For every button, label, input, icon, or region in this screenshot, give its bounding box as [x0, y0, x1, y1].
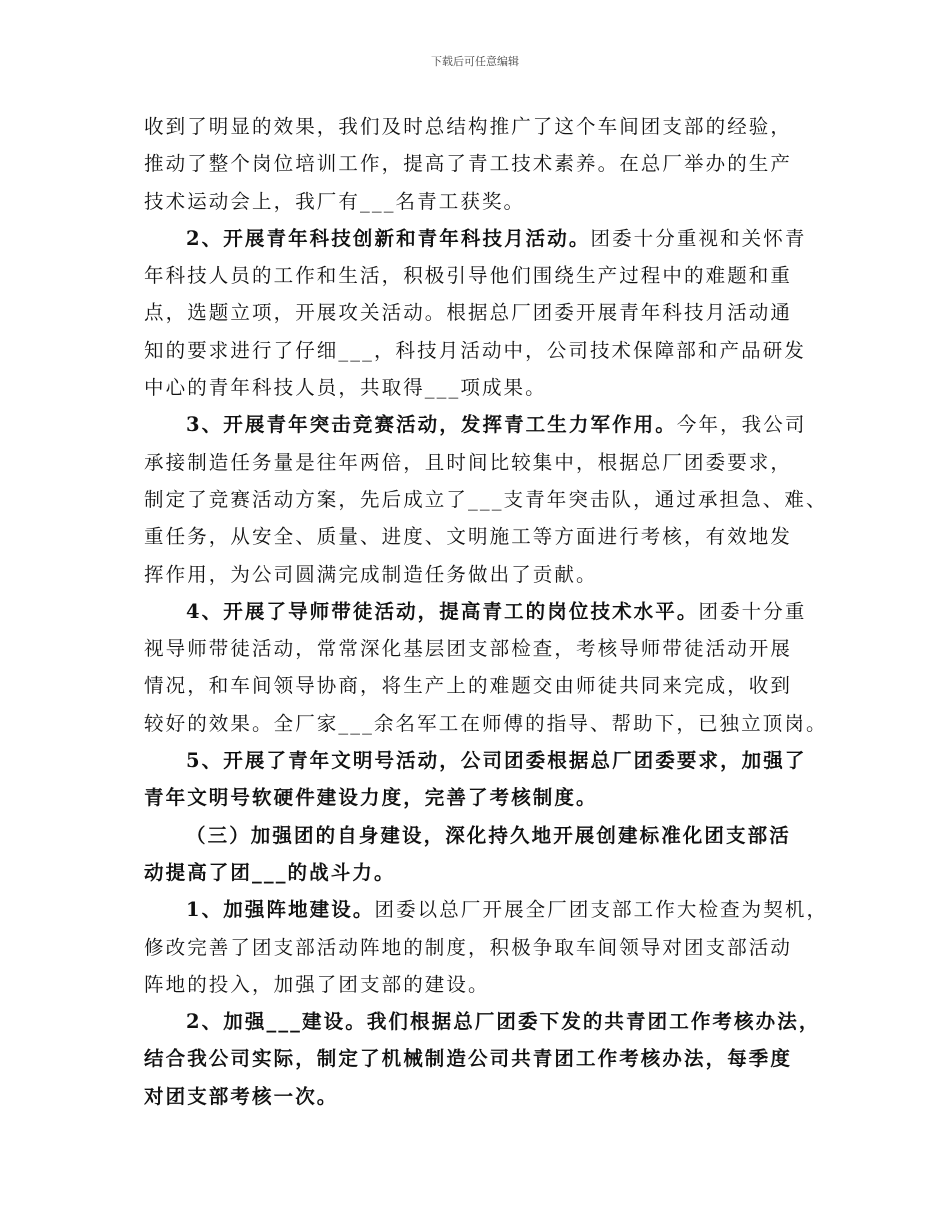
bold-heading: 2、开展青年科技创新和青年科技月活动。 [186, 226, 591, 250]
body-text: 技术运动会上，我厂有___名青工获奖。 [144, 189, 526, 213]
body-text: 今年，我公司 [676, 413, 807, 437]
text-line [144, 705, 828, 742]
text-line [144, 1003, 821, 1040]
body-text: 知的要求进行了仔细___，科技月活动中，公司技术保障部和产品研发 [144, 338, 806, 362]
text-line [144, 630, 814, 667]
body-text: 阵地的投入，加强了团支部的建设。 [144, 972, 490, 996]
bold-heading: 青年文明号软硬件建设力度，完善了考核制度。 [144, 786, 598, 810]
bold-heading: 5、开展了青年文明号活动，公司团委根据总厂团委要求，加强了 [186, 749, 807, 773]
text-line [144, 593, 814, 630]
body-text: 点，选题立项，开展攻关活动。根据总厂团委开展青年科技月活动通 [144, 301, 793, 325]
bold-heading: 4、开展了导师带徒活动，提高青工的岗位技术水平。 [186, 599, 699, 623]
text-line [144, 257, 814, 294]
text-line [144, 966, 814, 1003]
text-line [144, 667, 814, 704]
text-line [144, 220, 814, 257]
body-text: 年科技人员的工作和生活，积极引导他们围绕生产过程中的难题和重 [144, 264, 793, 288]
text-line [144, 891, 829, 928]
body-text: 推动了整个岗位培训工作，提高了青工技术素养。在总厂举办的生产 [144, 152, 793, 176]
body-text: 团委以总厂开展全厂团支部工作大检查为契机， [374, 898, 829, 922]
body-text: 挥作用，为公司圆满完成制造任务做出了贡献。 [144, 562, 598, 586]
bold-heading: 1、加强阵地建设。 [186, 898, 375, 922]
text-line [144, 332, 814, 369]
text-line [144, 817, 814, 854]
body-text: 重任务，从安全、质量、进度、文明施工等方面进行考核，有效地发 [144, 525, 793, 549]
bold-heading: 2、加强___建设。我们根据总厂团委下发的共青团工作考核办法， [186, 1010, 821, 1034]
body-text: 中心的青年科技人员，共取得___项成果。 [144, 376, 547, 400]
body-text: 视导师带徒活动，常常深化基层团支部检查，考核导师带徒活动开展 [144, 637, 793, 661]
body-text: 情况，和车间领导协商，将生产上的难题交由师徒共同来完成，收到 [144, 674, 793, 698]
body-text: 较好的效果。全厂家___余名军工在师傅的指导、帮助下，已独立顶岗。 [144, 711, 828, 735]
text-line [144, 1040, 814, 1077]
text-line [144, 1078, 814, 1115]
text-line [144, 444, 814, 481]
body-text: 团委十分重视和关怀青 [590, 226, 807, 250]
text-line [144, 854, 814, 891]
bold-heading: 结合我公司实际，制定了机械制造公司共青团工作考核办法，每季度 [144, 1047, 793, 1071]
text-line [144, 518, 814, 555]
bold-heading: 对团支部考核一次。 [144, 1084, 339, 1108]
text-line [144, 929, 814, 966]
bold-heading: 动提高了团___的战斗力。 [144, 860, 396, 884]
bold-heading: 3、开展青年突击竞赛活动，发挥青工生力军作用。 [186, 413, 677, 437]
text-line [144, 369, 814, 406]
text-line [144, 294, 814, 331]
bold-heading: （三）加强团的自身建设，深化持久地开展创建标准化团支部活 [186, 823, 791, 847]
document-body [144, 108, 829, 1115]
text-line [144, 556, 814, 593]
body-text: 收到了明显的效果，我们及时总结构推广了这个车间团支部的经验， [144, 115, 793, 138]
text-line [144, 183, 814, 220]
text-line [144, 779, 814, 816]
text-line [144, 406, 814, 443]
text-line [144, 481, 828, 518]
text-line [144, 742, 814, 779]
text-line [144, 145, 814, 182]
body-text: 承接制造任务量是往年两倍，且时间比较集中，根据总厂团委要求， [144, 450, 793, 474]
text-line [144, 108, 814, 145]
body-text: 制定了竞赛活动方案，先后成立了___支青年突击队，通过承担急、难、 [144, 487, 828, 511]
body-text: 团委十分重 [698, 599, 807, 623]
page-header: 下载后可任意编辑 [431, 55, 519, 68]
body-text: 修改完善了团支部活动阵地的制度，积极争取车间领导对团支部活动 [144, 935, 793, 959]
